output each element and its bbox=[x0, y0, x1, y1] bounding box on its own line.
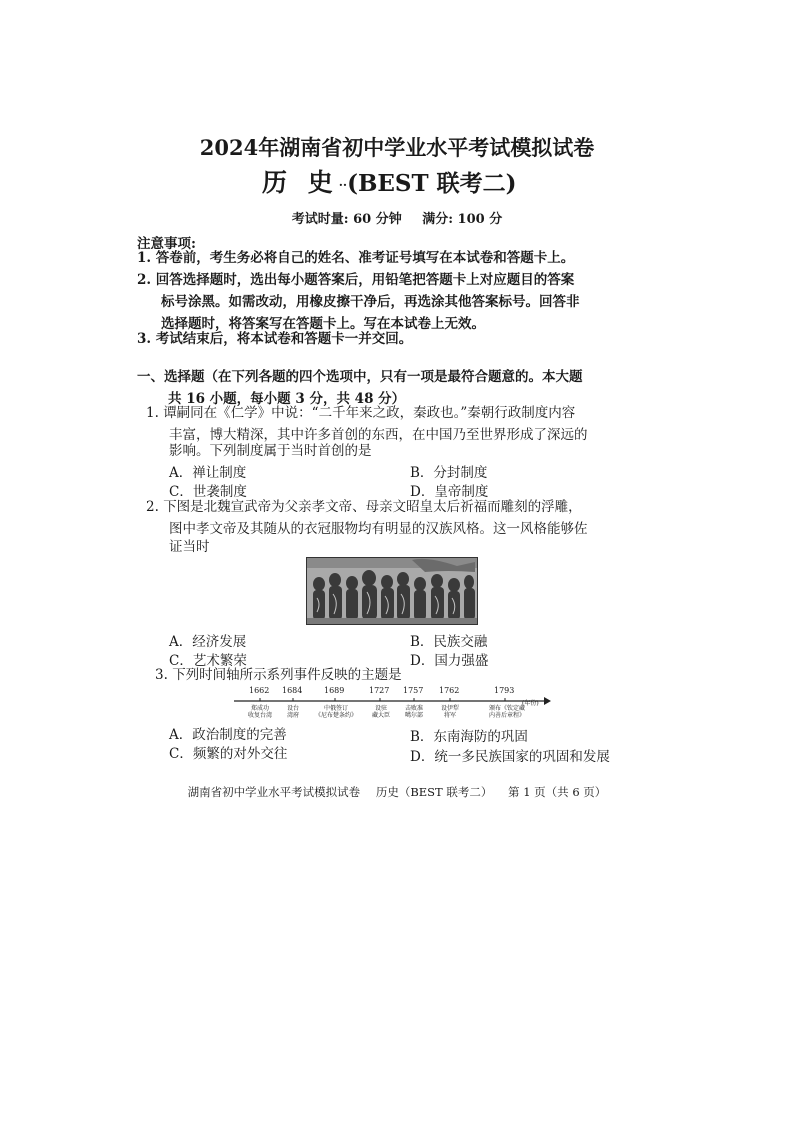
exam-subject-line bbox=[262, 163, 517, 199]
notice-heading: 注意事项: bbox=[137, 236, 196, 252]
notice-num: 1. bbox=[137, 250, 152, 266]
option-b[interactable]: B．东南海防的巩固 bbox=[410, 729, 528, 745]
question-num: 3. bbox=[155, 667, 168, 683]
question-3 bbox=[155, 664, 402, 686]
option-c[interactable]: C．频繁的对外交往 bbox=[169, 746, 288, 762]
question-text: 证当时 bbox=[169, 539, 210, 555]
option-a[interactable]: A．政治制度的完善 bbox=[169, 727, 287, 743]
timeline-year: 1689 bbox=[324, 686, 345, 695]
section-line: 共 16 小题，每小题 3 分，共 48 分） bbox=[168, 391, 406, 407]
question-text: 谭嗣同在《仁学》中说：“二千年来之政，秦政也。”秦朝行政制度内容 bbox=[163, 405, 576, 421]
option-d[interactable]: D．国力强盛 bbox=[410, 653, 489, 669]
notice-text: 回答选择题时，选出每小题答案后，用铅笔把答题卡上对应题目的答案 bbox=[155, 272, 575, 288]
timeline-event: 郑成功 收复台湾 bbox=[247, 705, 272, 719]
exam-subject: 历 史 bbox=[262, 168, 339, 197]
question-text: 影响。下列制度属于当时首创的是 bbox=[169, 443, 372, 459]
notice-item bbox=[137, 269, 574, 291]
timeline-event: 击败准 噶尔部 bbox=[404, 705, 423, 719]
exam-score: 满分: 100 分 bbox=[422, 212, 503, 227]
notice-num: 3. bbox=[137, 331, 152, 347]
page-footer bbox=[0, 784, 794, 800]
timeline-event: 设台 湾府 bbox=[286, 705, 299, 719]
relief-carving-figure bbox=[307, 558, 477, 624]
footer-subject: 历史（BEST 联考二） bbox=[375, 785, 493, 799]
timeline-year: 1793 bbox=[494, 686, 515, 695]
question-1 bbox=[146, 402, 575, 424]
option-c[interactable]: C．世袭制度 bbox=[169, 484, 247, 500]
question-text: 下列时间轴所示系列事件反映的主题是 bbox=[172, 667, 402, 683]
notice-item bbox=[137, 247, 574, 269]
question-2 bbox=[146, 496, 582, 518]
timeline-event: 颁布《钦定藏 内善后章程》 bbox=[488, 705, 525, 719]
notice-num: 2. bbox=[137, 272, 152, 288]
footer-title: 湖南省初中学业水平考试模拟试卷 bbox=[187, 785, 361, 799]
notice-text: 考试结束后，将本试卷和答题卡一并交回。 bbox=[155, 331, 413, 347]
exam-time: 考试时量: 60 分钟 bbox=[291, 212, 402, 227]
question-text: 丰富，博大精深，其中许多首创的东西，在中国乃至世界形成了深远的 bbox=[169, 427, 588, 443]
timeline-year: 1662 bbox=[249, 686, 270, 695]
question-text: 图中孝文帝及其随从的衣冠服物均有明显的汉族风格。这一风格能够佐 bbox=[169, 521, 588, 537]
relief-image bbox=[306, 557, 478, 625]
timeline-year: 1727 bbox=[369, 686, 390, 695]
option-d[interactable]: D．统一多民族国家的巩固和发展 bbox=[410, 749, 610, 765]
notice-item bbox=[137, 328, 412, 350]
exam-title: 2024年湖南省初中学业水平考试模拟试卷 bbox=[199, 135, 595, 160]
timeline-unit: (年份) bbox=[522, 700, 539, 707]
timeline-event: 设伊犁 将军 bbox=[440, 705, 459, 719]
timeline-event: 设驻 藏大臣 bbox=[371, 705, 390, 719]
timeline-event: 中俄签订 《尼布楚条约》 bbox=[314, 705, 357, 719]
option-b[interactable]: B．分封制度 bbox=[410, 465, 488, 481]
exam-mark: ·· bbox=[338, 178, 348, 192]
option-d[interactable]: D．皇帝制度 bbox=[410, 484, 489, 500]
exam-edition: (BEST 联考二) bbox=[347, 170, 517, 197]
notice-text: 标号涂黑。如需改动，用橡皮擦干净后，再选涂其他答案标号。回答非 bbox=[161, 294, 580, 310]
timeline-year: 1762 bbox=[439, 686, 460, 695]
option-a[interactable]: A．禅让制度 bbox=[169, 465, 247, 481]
notice-text: 答卷前，考生务必将自己的姓名、准考证号填写在本试卷和答题卡上。 bbox=[155, 250, 575, 266]
timeline-year: 1684 bbox=[282, 686, 303, 695]
notice-text: 选择题时，将答案写在答题卡上。写在本试卷上无效。 bbox=[161, 316, 485, 332]
option-c[interactable]: C．艺术繁荣 bbox=[169, 653, 247, 669]
timeline bbox=[232, 686, 552, 720]
option-a[interactable]: A．经济发展 bbox=[169, 634, 247, 650]
question-text: 下图是北魏宣武帝为父亲孝文帝、母亲文昭皇太后祈福而雕刻的浮雕， bbox=[163, 499, 582, 515]
footer-page: 第 1 页（共 6 页） bbox=[508, 785, 607, 799]
timeline-year: 1757 bbox=[403, 686, 424, 695]
question-num: 2. bbox=[146, 499, 159, 515]
question-num: 1. bbox=[146, 405, 159, 421]
option-b[interactable]: B．民族交融 bbox=[410, 634, 488, 650]
exam-meta bbox=[0, 208, 794, 227]
section-line: 一、选择题（在下列各题的四个选项中，只有一项是最符合题意的。本大题 bbox=[137, 369, 583, 385]
